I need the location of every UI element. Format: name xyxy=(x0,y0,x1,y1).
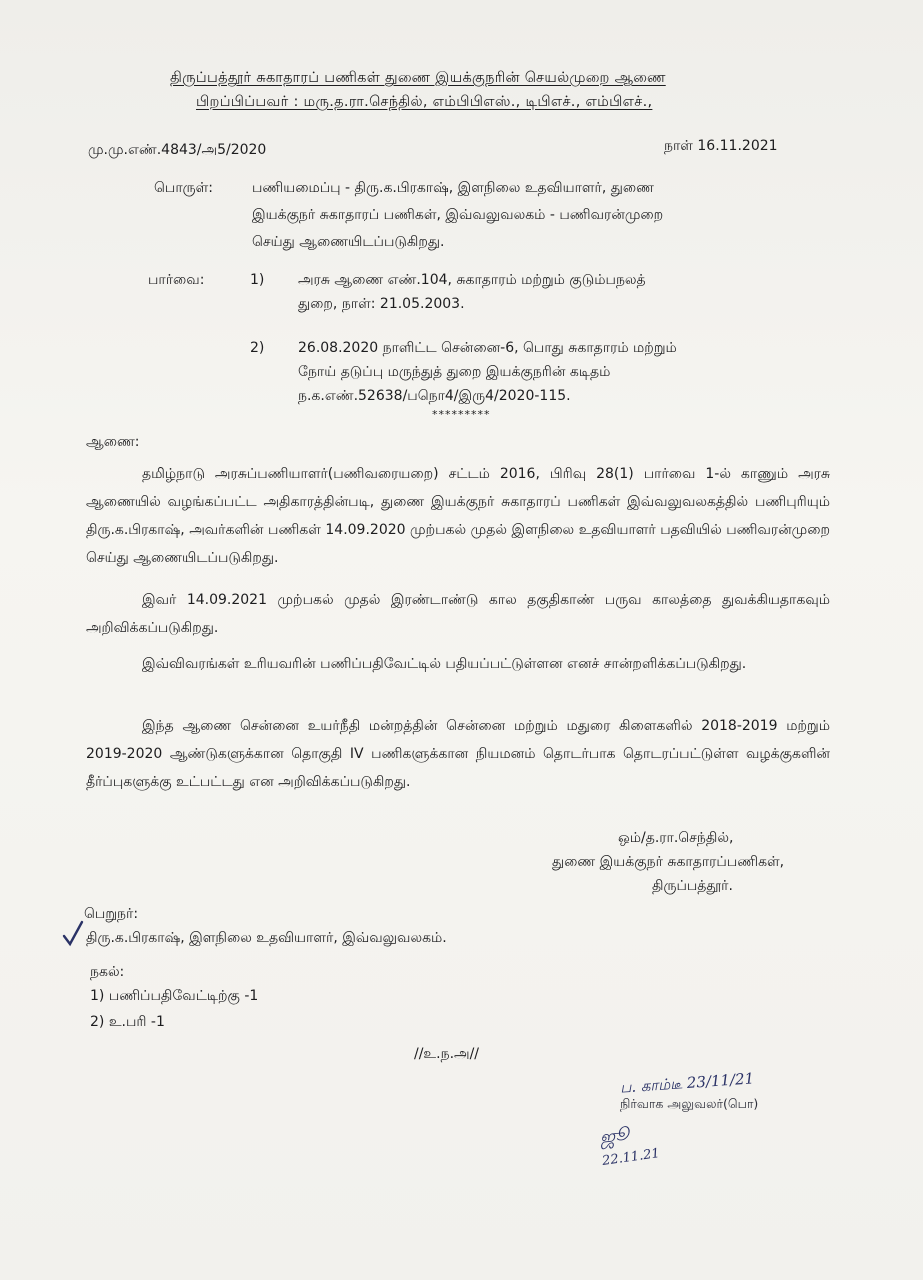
attestation-designation: நிர்வாக அலுவலர்(பொ) xyxy=(620,1096,759,1111)
order-paragraph-1: தமிழ்நாடு அரசுப்பணியாளர்(பணிவரையறை) சட்டம் 2016, பிரிவு 28(1) பார்வை 1-ல் காணும் அரசு ஆணையில் வழங்கப்பட்ட அதிகாரத்தின்படி, துணை இயக்குநர் சுகாதாரப் பணிகள் இவ்வலுவலகத்தில் பணிபுரியும் திரு.க.பிரகாஷ், அவர்களின் பணிகள் 14.09.2020 முற்பகல் முதல் இளநிலை உதவியாளர் பதவியில் பணிவரன்முறை செய்து ஆணையிடப்படுகிறது. xyxy=(86,466,830,566)
reference-number: மு.மு.எண்.4843/அ5/2020 xyxy=(88,142,267,158)
copy-item-2: 2) உ.பரி -1 xyxy=(90,1014,165,1030)
office-title: திருப்பத்தூர் சுகாதாரப் பணிகள் துணை இயக்குநரின் செயல்முறை ஆணை xyxy=(170,70,666,86)
reference-item-2-line-3: ந.க.எண்.52638/பநொ4/இரு4/2020-115. xyxy=(298,388,571,404)
reference-item-1-num: 1) xyxy=(250,272,265,288)
check-mark-icon xyxy=(62,920,86,948)
handwritten-attestation: ப. காம்டீ 23/11/21 xyxy=(619,1069,755,1097)
reference-item-2-line-2: நோய் தடுப்பு மருந்துத் துறை இயக்குநரின் கடிதம் xyxy=(298,364,611,380)
handwritten-initials: ஜூ xyxy=(598,1124,630,1149)
subject-label: பொருள்: xyxy=(154,180,213,196)
separator-stars: ********* xyxy=(432,408,491,421)
reference-item-2-line-1: 26.08.2020 நாளிட்ட சென்னை-6, பொது சுகாதாரம் மற்றும் xyxy=(298,340,677,356)
order-date: நாள் 16.11.2021 xyxy=(664,138,778,154)
reference-label: பார்வை: xyxy=(148,272,205,288)
recipient-name: திரு.க.பிரகாஷ், இளநிலை உதவியாளர், இவ்வலுவலகம். xyxy=(86,930,447,946)
handwritten-date: 22.11.21 xyxy=(601,1146,661,1169)
order-label: ஆணை: xyxy=(86,434,140,450)
signature-place: திருப்பத்தூர். xyxy=(652,878,733,894)
true-copy-mark: //உ.ந.அ// xyxy=(414,1046,480,1062)
subject-line-3: செய்து ஆணையிடப்படுகிறது. xyxy=(252,234,445,250)
subject-line-1: பணியமைப்பு - திரு.க.பிரகாஷ், இளநிலை உதவியாளர், துணை xyxy=(252,180,654,196)
signature-name: ஒம்/த.ரா.செந்தில், xyxy=(618,830,734,846)
subject-line-2: இயக்குநர் சுகாதாரப் பணிகள், இவ்வலுவலகம் - பணிவரன்முறை xyxy=(252,207,664,223)
issuer-line: பிறப்பிப்பவர் : மரு.த.ரா.செந்தில், எம்பிபிஎஸ்., டிபிஎச்., எம்பிஎச்., xyxy=(196,94,653,110)
reference-item-2-num: 2) xyxy=(250,340,265,356)
signature-designation: துணை இயக்குநர் சுகாதாரப்பணிகள், xyxy=(552,854,785,870)
reference-item-1-line-2: துறை, நாள்: 21.05.2003. xyxy=(298,296,465,312)
copy-item-1: 1) பணிப்பதிவேட்டிற்கு -1 xyxy=(90,988,259,1004)
recipient-label: பெறுநர்: xyxy=(84,906,139,922)
reference-item-1-line-1: அரசு ஆணை எண்.104, சுகாதாரம் மற்றும் குடும்பநலத் xyxy=(298,272,646,288)
copy-label: நகல்: xyxy=(90,964,125,980)
order-paragraph-4: இந்த ஆணை சென்னை உயர்நீதி மன்றத்தின் சென்னை மற்றும் மதுரை கிளைகளில் 2018-2019 மற்றும் 2019-2020 ஆண்டுகளுக்கான தொகுதி IV பணிகளுக்கான நியமனம் தொடர்பாக தொடரப்பட்டுள்ள வழக்குகளின் தீர்ப்புகளுக்கு உட்பட்டது என அறிவிக்கப்படுகிறது. xyxy=(86,718,830,790)
order-paragraph-2: இவர் 14.09.2021 முற்பகல் முதல் இரண்டாண்டு கால தகுதிகாண் பருவ காலத்தை துவக்கியதாகவும் அறிவிக்கப்படுகிறது. xyxy=(86,592,830,636)
order-paragraph-3: இவ்விவரங்கள் உரியவரின் பணிப்பதிவேட்டில் பதியப்பட்டுள்ளன எனச் சான்றளிக்கப்படுகிறது. xyxy=(142,656,747,672)
